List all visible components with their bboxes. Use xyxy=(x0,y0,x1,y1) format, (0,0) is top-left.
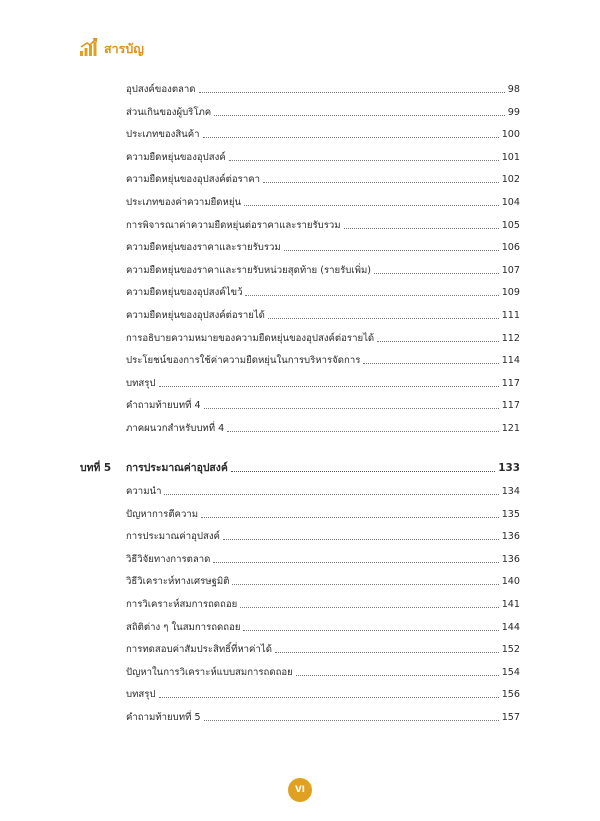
dot-leader xyxy=(268,317,499,319)
dot-leader xyxy=(240,606,498,608)
toc-entry-page: 98 xyxy=(507,84,520,95)
dot-leader xyxy=(231,470,496,472)
toc-entry-page: 136 xyxy=(501,553,520,565)
toc-entry-title: ปัญหาการตีความ xyxy=(126,508,199,520)
toc-entry[interactable] xyxy=(126,527,520,543)
toc-entry-title: ปัญหาในการวิเคราะห์แบบสมการถดถอย xyxy=(126,666,293,678)
toc-entry[interactable] xyxy=(126,618,520,634)
dot-leader xyxy=(227,430,498,432)
toc-entry-page: 152 xyxy=(501,644,520,656)
chapter-title: การประมาณค่าอุปสงค์ xyxy=(126,462,228,474)
toc-entry-page: 154 xyxy=(501,666,520,678)
dot-leader xyxy=(204,407,499,409)
toc-entry-page: 157 xyxy=(501,712,520,723)
page-header xyxy=(80,32,144,56)
dot-leader xyxy=(275,651,499,653)
toc-entry-page: 111 xyxy=(501,310,520,321)
toc-entry[interactable] xyxy=(126,148,520,164)
dot-leader xyxy=(344,227,499,229)
toc-entry-page: 135 xyxy=(501,508,520,520)
toc-entry[interactable] xyxy=(126,708,520,724)
dot-leader xyxy=(377,340,499,342)
dot-leader xyxy=(244,204,499,206)
toc-entry[interactable] xyxy=(126,572,520,588)
toc-entry-page: 107 xyxy=(501,264,520,276)
toc-entry-title: ประโยชน์ของการใช้ค่าความยืดหยุ่นในการบริหารจัดการ xyxy=(126,355,361,367)
toc-entry[interactable] xyxy=(126,419,520,435)
toc-entry-page: 117 xyxy=(501,377,520,389)
toc-entry-page: 141 xyxy=(501,599,520,610)
dot-leader xyxy=(363,362,498,364)
toc-entry-page: 134 xyxy=(501,486,520,497)
chapter-page-number: 133 xyxy=(498,462,520,474)
dot-leader xyxy=(263,181,499,183)
toc-entry-title: อุปสงค์ของตลาด xyxy=(126,84,196,95)
dot-leader xyxy=(159,385,499,387)
toc-entry-title: ความยืดหยุ่นของอุปสงค์ต่อรายได้ xyxy=(126,310,265,321)
toc-entry[interactable] xyxy=(126,482,520,498)
toc-entry-title: ความนำ xyxy=(126,486,162,497)
dot-leader xyxy=(232,583,498,585)
toc-entry-page: 112 xyxy=(501,332,520,344)
toc-entry[interactable] xyxy=(126,595,520,611)
toc-entry[interactable] xyxy=(126,103,520,119)
toc-entry-page: 100 xyxy=(501,129,520,141)
toc-entry[interactable] xyxy=(126,685,520,701)
dot-leader xyxy=(159,696,499,698)
dot-leader xyxy=(243,629,498,631)
dot-leader xyxy=(296,674,499,676)
toc-entry-page: 136 xyxy=(501,531,520,543)
toc-entry-title: ความยืดหยุ่นของราคาและรายรับหน่วยสุดท้าย (รายรับเพิ่ม) xyxy=(126,264,372,276)
toc-entry-title: คำถามท้ายบทที่ 4 xyxy=(126,400,201,412)
toc-entry-page: 121 xyxy=(501,423,520,434)
dot-leader xyxy=(245,294,498,296)
toc-entry[interactable] xyxy=(126,261,520,277)
toc-entry-title: การทดสอบค่าสัมประสิทธิ์ที่หาค่าได้ xyxy=(126,644,272,656)
toc-entry[interactable] xyxy=(126,80,520,96)
toc-entry[interactable] xyxy=(126,396,520,412)
chapter-label: บทที่ 5 xyxy=(80,462,112,474)
toc-entry-page: 101 xyxy=(501,151,520,163)
toc-entry-title: ภาคผนวกสำหรับบทที่ 4 xyxy=(126,423,225,434)
toc-entry[interactable] xyxy=(126,170,520,186)
toc-entry-title: ประเภทของค่าความยืดหยุ่น xyxy=(126,197,242,208)
dot-leader xyxy=(199,91,505,93)
toc-entry[interactable] xyxy=(126,306,520,322)
toc-entry-page: 105 xyxy=(501,219,520,231)
toc-entry[interactable] xyxy=(126,125,520,141)
toc-entry-title: บทสรุป xyxy=(126,689,156,701)
dot-leader xyxy=(201,516,499,518)
toc-entry-title: ความยืดหยุ่นของอุปสงค์ต่อราคา xyxy=(126,174,261,186)
toc-entry-title: การประมาณค่าอุปสงค์ xyxy=(126,531,220,543)
toc-entry-title: การพิจารณาค่าความยืดหยุ่นต่อราคาและรายรับรวม xyxy=(126,219,341,231)
dot-leader xyxy=(203,136,499,138)
chapter-heading[interactable] xyxy=(80,459,520,475)
dot-leader xyxy=(164,493,498,495)
toc-entry-title: วิธีวิเคราะห์ทางเศรษฐมิติ xyxy=(126,576,230,588)
toc-entry-title: สถิติต่าง ๆ ในสมการถดถอย xyxy=(126,621,241,633)
toc-entry[interactable] xyxy=(126,193,520,209)
toc-entry[interactable] xyxy=(126,329,520,345)
toc-entry[interactable] xyxy=(126,216,520,232)
toc-entry-page: 144 xyxy=(501,621,520,633)
toc-entry-page: 117 xyxy=(501,400,520,412)
toc-entry[interactable] xyxy=(126,283,520,299)
toc-entry-title: ความยืดหยุ่นของอุปสงค์ xyxy=(126,151,226,163)
toc-entry[interactable] xyxy=(126,374,520,390)
dot-leader xyxy=(213,561,498,563)
toc-entry-title: คำถามท้ายบทที่ 5 xyxy=(126,712,201,723)
toc-entry-page: 106 xyxy=(501,242,520,254)
dot-leader xyxy=(284,249,499,251)
toc-entry-title: ความยืดหยุ่นของราคาและรายรับรวม xyxy=(126,242,281,254)
toc-entry-title: วิธีวิจัยทางการตลาด xyxy=(126,553,211,565)
dot-leader xyxy=(229,159,499,161)
page-number-badge: VI xyxy=(288,778,312,802)
toc-entry[interactable] xyxy=(126,640,520,656)
toc-entry[interactable] xyxy=(126,663,520,679)
dot-leader xyxy=(374,272,499,274)
growth-chart-icon xyxy=(80,38,98,56)
toc-entry-title: การวิเคราะห์สมการถดถอย xyxy=(126,599,238,610)
toc-entry-title: การอธิบายความหมายของความยืดหยุ่นของอุปสงค์ต่อรายได้ xyxy=(126,332,375,344)
toc-entry-title: ความยืดหยุ่นของอุปสงค์ไขว้ xyxy=(126,287,243,299)
toc-entry[interactable] xyxy=(126,550,520,566)
toc-entry-page: 114 xyxy=(501,355,520,367)
toc-entry-title: ส่วนเกินของผู้บริโภค xyxy=(126,106,212,118)
toc-entry-page: 104 xyxy=(501,197,520,208)
toc-entry[interactable] xyxy=(126,238,520,254)
toc-entry-title: ประเภทของสินค้า xyxy=(126,129,200,141)
toc-entry-page: 156 xyxy=(501,689,520,701)
toc-entry[interactable] xyxy=(126,505,520,521)
dot-leader xyxy=(223,538,499,540)
toc-entry[interactable] xyxy=(126,351,520,367)
toc-entry-page: 109 xyxy=(501,287,520,299)
page-title: สารบัญ xyxy=(104,41,144,56)
toc-entry-title: บทสรุป xyxy=(126,377,156,389)
toc-entry-page: 99 xyxy=(507,106,520,118)
toc-entry-page: 102 xyxy=(501,174,520,186)
dot-leader xyxy=(204,719,499,721)
toc-entry-page: 140 xyxy=(501,576,520,588)
dot-leader xyxy=(214,114,505,116)
